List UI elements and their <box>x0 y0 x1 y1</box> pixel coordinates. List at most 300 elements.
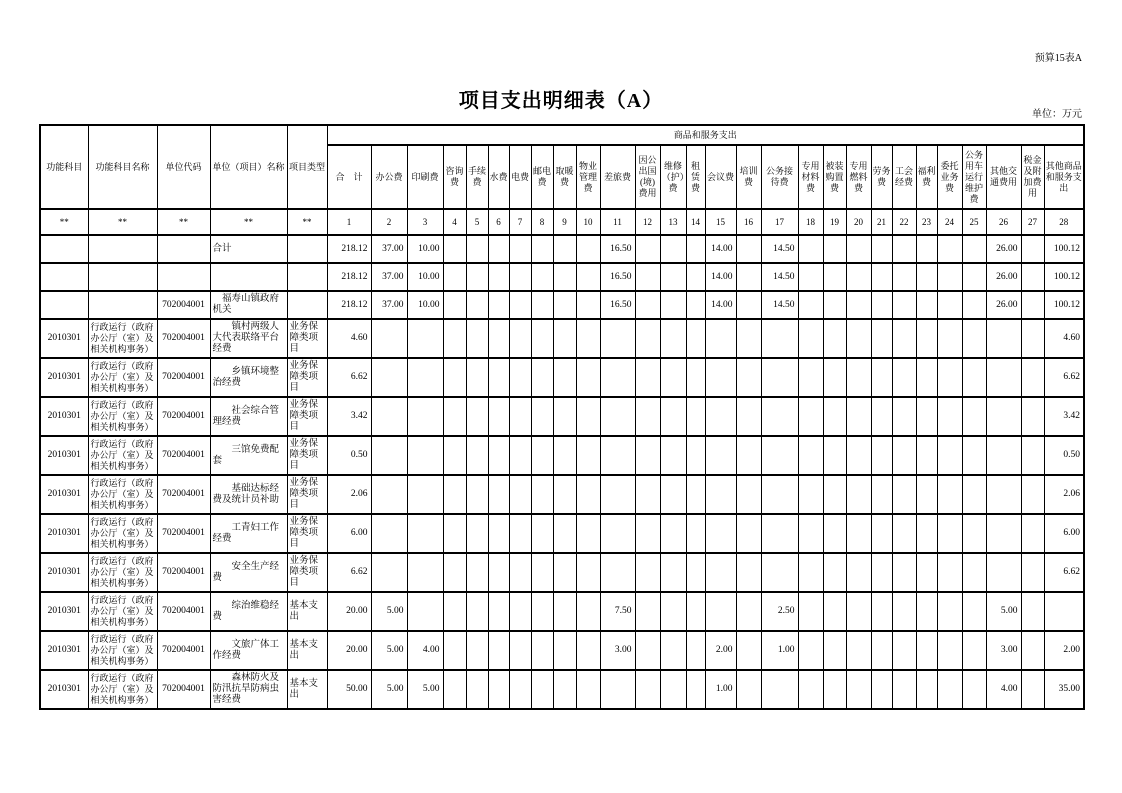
column-number: 7 <box>509 209 531 235</box>
value-cell <box>509 263 531 291</box>
value-cell <box>531 291 553 319</box>
table-row <box>40 592 1084 631</box>
value-cell <box>937 358 962 397</box>
value-cell <box>371 397 407 436</box>
value-cell: 14.00 <box>705 291 736 319</box>
func-subject-cell: 2010301 <box>40 553 88 592</box>
value-cell: 3.42 <box>1044 397 1084 436</box>
value-cell <box>937 319 962 358</box>
value-cell <box>600 397 635 436</box>
value-cell <box>407 319 443 358</box>
value-cell <box>466 553 488 592</box>
value-cell <box>761 358 798 397</box>
value-cell <box>600 358 635 397</box>
unit-code-cell: 702004001 <box>157 397 210 436</box>
column-header-expense: 委托业务费 <box>937 145 962 209</box>
value-cell <box>1021 436 1044 475</box>
value-cell <box>635 553 660 592</box>
value-cell <box>686 291 705 319</box>
project-name-cell: 工青妇工作经费 <box>210 514 287 553</box>
project-name-cell: 森林防火及防汛抗旱防病虫害经费 <box>210 670 287 709</box>
value-cell <box>488 235 509 263</box>
column-number: 26 <box>986 209 1021 235</box>
value-cell <box>553 291 576 319</box>
func-subject-cell <box>40 235 88 263</box>
value-cell <box>937 475 962 514</box>
value-cell <box>916 592 937 631</box>
value-cell <box>488 670 509 709</box>
value-cell <box>443 291 466 319</box>
value-cell <box>798 631 823 670</box>
value-cell <box>686 475 705 514</box>
value-cell <box>600 475 635 514</box>
value-cell <box>553 670 576 709</box>
value-cell: 5.00 <box>407 670 443 709</box>
value-cell <box>466 397 488 436</box>
value-cell <box>576 592 600 631</box>
project-name-cell: 镇村两级人大代表联络平台经费 <box>210 319 287 358</box>
column-mark: ** <box>287 209 327 235</box>
value-cell <box>600 319 635 358</box>
value-cell <box>686 553 705 592</box>
column-header-expense: 电费 <box>509 145 531 209</box>
value-cell <box>871 263 892 291</box>
column-header-expense: 会议费 <box>705 145 736 209</box>
value-cell <box>509 235 531 263</box>
value-cell <box>916 475 937 514</box>
value-cell <box>736 397 761 436</box>
unit-code-cell: 702004001 <box>157 319 210 358</box>
value-cell <box>705 358 736 397</box>
value-cell <box>823 291 846 319</box>
value-cell <box>553 631 576 670</box>
value-cell <box>937 235 962 263</box>
value-cell <box>937 670 962 709</box>
value-cell <box>686 319 705 358</box>
column-number: 17 <box>761 209 798 235</box>
value-cell <box>892 263 916 291</box>
value-cell <box>509 592 531 631</box>
value-cell <box>823 436 846 475</box>
value-cell <box>736 592 761 631</box>
value-cell <box>553 263 576 291</box>
project-name-cell: 社会综合管理经费 <box>210 397 287 436</box>
unit-code-cell <box>157 235 210 263</box>
column-header-expense: 工会经费 <box>892 145 916 209</box>
value-cell <box>553 235 576 263</box>
column-header-left: 功能科目 <box>40 125 88 209</box>
value-cell <box>962 291 986 319</box>
value-cell <box>916 263 937 291</box>
value-cell <box>576 553 600 592</box>
project-name-cell <box>210 263 287 291</box>
column-header-left: 单位代码 <box>157 125 210 209</box>
unit-label: 单位：万元 <box>1032 109 1082 120</box>
value-cell <box>531 631 553 670</box>
value-cell <box>736 631 761 670</box>
value-cell <box>761 475 798 514</box>
value-cell <box>635 319 660 358</box>
value-cell <box>576 514 600 553</box>
value-cell: 37.00 <box>371 235 407 263</box>
func-subject-cell: 2010301 <box>40 670 88 709</box>
value-cell <box>937 514 962 553</box>
value-cell <box>371 475 407 514</box>
column-number: 20 <box>846 209 871 235</box>
value-cell: 100.12 <box>1044 263 1084 291</box>
value-cell <box>635 670 660 709</box>
column-number: 21 <box>871 209 892 235</box>
column-header-expense: 物业管理费 <box>576 145 600 209</box>
value-cell: 10.00 <box>407 291 443 319</box>
value-cell <box>531 263 553 291</box>
value-cell <box>686 592 705 631</box>
value-cell <box>635 397 660 436</box>
column-header-expense: 办公费 <box>371 145 407 209</box>
value-cell <box>553 475 576 514</box>
column-header-expense: 其他交通费用 <box>986 145 1021 209</box>
value-cell <box>892 631 916 670</box>
value-cell <box>705 436 736 475</box>
value-cell <box>823 670 846 709</box>
value-cell <box>798 475 823 514</box>
value-cell <box>798 235 823 263</box>
value-cell <box>871 631 892 670</box>
value-cell <box>660 319 686 358</box>
value-cell <box>466 235 488 263</box>
table-row <box>40 263 1084 291</box>
value-cell <box>823 319 846 358</box>
value-cell: 2.00 <box>705 631 736 670</box>
value-cell <box>892 670 916 709</box>
func-subject-cell: 2010301 <box>40 514 88 553</box>
value-cell <box>871 553 892 592</box>
value-cell: 5.00 <box>371 670 407 709</box>
value-cell <box>443 592 466 631</box>
value-cell <box>761 319 798 358</box>
value-cell <box>798 514 823 553</box>
column-header-expense: 因公出国(境)费用 <box>635 145 660 209</box>
value-cell <box>962 475 986 514</box>
value-cell <box>509 291 531 319</box>
value-cell <box>962 436 986 475</box>
value-cell <box>553 319 576 358</box>
value-cell <box>531 514 553 553</box>
value-cell: 14.50 <box>761 291 798 319</box>
table-row <box>40 475 1084 514</box>
value-cell <box>488 631 509 670</box>
value-cell <box>736 235 761 263</box>
value-cell: 3.42 <box>327 397 371 436</box>
value-cell: 5.00 <box>986 592 1021 631</box>
value-cell <box>736 553 761 592</box>
value-cell: 7.50 <box>600 592 635 631</box>
value-cell: 6.00 <box>1044 514 1084 553</box>
value-cell <box>466 631 488 670</box>
func-subject-name-cell <box>88 235 157 263</box>
value-cell <box>443 358 466 397</box>
value-cell: 0.50 <box>327 436 371 475</box>
project-name-cell: 合计 <box>210 235 287 263</box>
column-number: 18 <box>798 209 823 235</box>
value-cell <box>443 475 466 514</box>
column-number: 8 <box>531 209 553 235</box>
column-header-left: 单位（项目）名称 <box>210 125 287 209</box>
value-cell <box>916 358 937 397</box>
column-header-expense: 邮电费 <box>531 145 553 209</box>
value-cell: 6.62 <box>1044 553 1084 592</box>
project-type-cell: 业务保障类项目 <box>287 319 327 358</box>
value-cell: 2.06 <box>1044 475 1084 514</box>
column-header-left: 项目类型 <box>287 125 327 209</box>
value-cell <box>1021 397 1044 436</box>
value-cell: 16.50 <box>600 235 635 263</box>
value-cell <box>1021 631 1044 670</box>
project-type-cell: 业务保障类项目 <box>287 475 327 514</box>
value-cell <box>823 514 846 553</box>
value-cell <box>635 358 660 397</box>
column-header-expense: 专用材料费 <box>798 145 823 209</box>
value-cell: 6.62 <box>1044 358 1084 397</box>
value-cell <box>871 670 892 709</box>
value-cell <box>846 436 871 475</box>
column-number: 11 <box>600 209 635 235</box>
value-cell <box>1021 670 1044 709</box>
project-type-cell <box>287 291 327 319</box>
value-cell: 14.50 <box>761 263 798 291</box>
value-cell <box>407 592 443 631</box>
value-cell: 26.00 <box>986 235 1021 263</box>
column-header-expense: 专用燃料费 <box>846 145 871 209</box>
value-cell <box>509 631 531 670</box>
value-cell <box>576 319 600 358</box>
value-cell: 1.00 <box>705 670 736 709</box>
column-number: 23 <box>916 209 937 235</box>
value-cell: 218.12 <box>327 291 371 319</box>
column-mark: ** <box>210 209 287 235</box>
value-cell <box>705 397 736 436</box>
value-cell <box>686 263 705 291</box>
value-cell <box>660 553 686 592</box>
value-cell <box>937 436 962 475</box>
value-cell <box>407 397 443 436</box>
value-cell <box>798 397 823 436</box>
value-cell: 3.00 <box>986 631 1021 670</box>
value-cell: 218.12 <box>327 263 371 291</box>
func-subject-name-cell: 行政运行（政府办公厅（室）及相关机构事务） <box>88 553 157 592</box>
table-row <box>40 358 1084 397</box>
value-cell <box>962 235 986 263</box>
value-cell <box>761 397 798 436</box>
value-cell <box>443 263 466 291</box>
value-cell <box>600 553 635 592</box>
value-cell <box>466 670 488 709</box>
column-header-expense: 手续费 <box>466 145 488 209</box>
value-cell <box>986 397 1021 436</box>
func-subject-name-cell: 行政运行（政府办公厅（室）及相关机构事务） <box>88 670 157 709</box>
func-subject-cell <box>40 291 88 319</box>
unit-code-cell: 702004001 <box>157 436 210 475</box>
value-cell <box>635 235 660 263</box>
value-cell <box>761 436 798 475</box>
column-number: 13 <box>660 209 686 235</box>
value-cell <box>443 631 466 670</box>
value-cell <box>509 319 531 358</box>
value-cell <box>892 397 916 436</box>
value-cell <box>892 358 916 397</box>
column-mark: ** <box>40 209 88 235</box>
value-cell <box>488 592 509 631</box>
value-cell <box>871 592 892 631</box>
value-cell: 4.00 <box>986 670 1021 709</box>
value-cell <box>509 514 531 553</box>
value-cell: 6.62 <box>327 358 371 397</box>
project-type-cell: 业务保障类项目 <box>287 514 327 553</box>
value-cell: 4.00 <box>407 631 443 670</box>
column-number: 1 <box>327 209 371 235</box>
func-subject-cell: 2010301 <box>40 319 88 358</box>
value-cell: 20.00 <box>327 592 371 631</box>
unit-code-cell: 702004001 <box>157 358 210 397</box>
value-cell <box>576 358 600 397</box>
value-cell <box>443 397 466 436</box>
column-number: 22 <box>892 209 916 235</box>
value-cell <box>871 397 892 436</box>
project-type-cell <box>287 235 327 263</box>
func-subject-name-cell: 行政运行（政府办公厅（室）及相关机构事务） <box>88 631 157 670</box>
value-cell <box>871 436 892 475</box>
value-cell <box>576 670 600 709</box>
value-cell: 2.06 <box>327 475 371 514</box>
unit-code-cell: 702004001 <box>157 592 210 631</box>
project-name-cell: 文旅广体工作经费 <box>210 631 287 670</box>
table-row <box>40 514 1084 553</box>
column-number: 15 <box>705 209 736 235</box>
value-cell: 14.00 <box>705 263 736 291</box>
value-cell <box>660 397 686 436</box>
value-cell <box>531 397 553 436</box>
value-cell <box>986 553 1021 592</box>
table-row <box>40 670 1084 709</box>
column-number: 27 <box>1021 209 1044 235</box>
value-cell: 14.50 <box>761 235 798 263</box>
value-cell <box>736 319 761 358</box>
value-cell <box>986 319 1021 358</box>
value-cell: 6.62 <box>327 553 371 592</box>
value-cell <box>576 436 600 475</box>
value-cell <box>576 475 600 514</box>
column-mark: ** <box>88 209 157 235</box>
value-cell <box>823 263 846 291</box>
value-cell <box>705 553 736 592</box>
value-cell <box>407 553 443 592</box>
value-cell <box>736 358 761 397</box>
value-cell <box>371 436 407 475</box>
value-cell <box>686 670 705 709</box>
value-cell <box>635 592 660 631</box>
value-cell <box>660 436 686 475</box>
value-cell <box>531 436 553 475</box>
unit-code-cell: 702004001 <box>157 631 210 670</box>
value-cell: 1.00 <box>761 631 798 670</box>
value-cell: 26.00 <box>986 263 1021 291</box>
column-number: 19 <box>823 209 846 235</box>
value-cell <box>846 397 871 436</box>
value-cell: 0.50 <box>1044 436 1084 475</box>
value-cell <box>660 235 686 263</box>
value-cell <box>846 358 871 397</box>
value-cell <box>736 475 761 514</box>
column-header-expense: 公务用车运行维护费 <box>962 145 986 209</box>
func-subject-name-cell: 行政运行（政府办公厅（室）及相关机构事务） <box>88 475 157 514</box>
value-cell <box>509 670 531 709</box>
func-subject-cell: 2010301 <box>40 592 88 631</box>
value-cell <box>576 631 600 670</box>
project-name-cell: 乡镇环境整治经费 <box>210 358 287 397</box>
value-cell <box>916 436 937 475</box>
value-cell <box>916 514 937 553</box>
value-cell: 10.00 <box>407 263 443 291</box>
value-cell <box>962 319 986 358</box>
value-cell <box>823 553 846 592</box>
value-cell <box>823 475 846 514</box>
value-cell <box>798 263 823 291</box>
func-subject-cell: 2010301 <box>40 397 88 436</box>
value-cell: 218.12 <box>327 235 371 263</box>
value-cell <box>466 263 488 291</box>
func-subject-name-cell: 行政运行（政府办公厅（室）及相关机构事务） <box>88 514 157 553</box>
value-cell <box>916 319 937 358</box>
value-cell <box>916 397 937 436</box>
func-subject-name-cell: 行政运行（政府办公厅（室）及相关机构事务） <box>88 397 157 436</box>
table-row <box>40 319 1084 358</box>
value-cell <box>937 263 962 291</box>
value-cell <box>892 514 916 553</box>
func-subject-cell <box>40 263 88 291</box>
column-number: 3 <box>407 209 443 235</box>
column-number: 5 <box>466 209 488 235</box>
value-cell <box>736 436 761 475</box>
value-cell <box>371 358 407 397</box>
column-number: 14 <box>686 209 705 235</box>
column-number: 28 <box>1044 209 1084 235</box>
value-cell <box>531 553 553 592</box>
value-cell <box>371 553 407 592</box>
value-cell <box>892 291 916 319</box>
func-subject-name-cell <box>88 263 157 291</box>
project-name-cell: 安全生产经费 <box>210 553 287 592</box>
group-header-goods-services: 商品和服务支出 <box>327 125 1084 145</box>
value-cell: 35.00 <box>1044 670 1084 709</box>
value-cell <box>488 319 509 358</box>
value-cell: 4.60 <box>327 319 371 358</box>
value-cell <box>871 358 892 397</box>
unit-code-cell: 702004001 <box>157 553 210 592</box>
value-cell <box>846 514 871 553</box>
value-cell <box>986 436 1021 475</box>
value-cell <box>986 358 1021 397</box>
value-cell <box>553 553 576 592</box>
value-cell <box>846 592 871 631</box>
value-cell <box>531 670 553 709</box>
table-row <box>40 553 1084 592</box>
value-cell <box>635 475 660 514</box>
column-header-expense: 福利费 <box>916 145 937 209</box>
project-type-cell: 基本支出 <box>287 592 327 631</box>
value-cell <box>871 319 892 358</box>
column-header-expense: 维修（护）费 <box>660 145 686 209</box>
value-cell <box>531 358 553 397</box>
